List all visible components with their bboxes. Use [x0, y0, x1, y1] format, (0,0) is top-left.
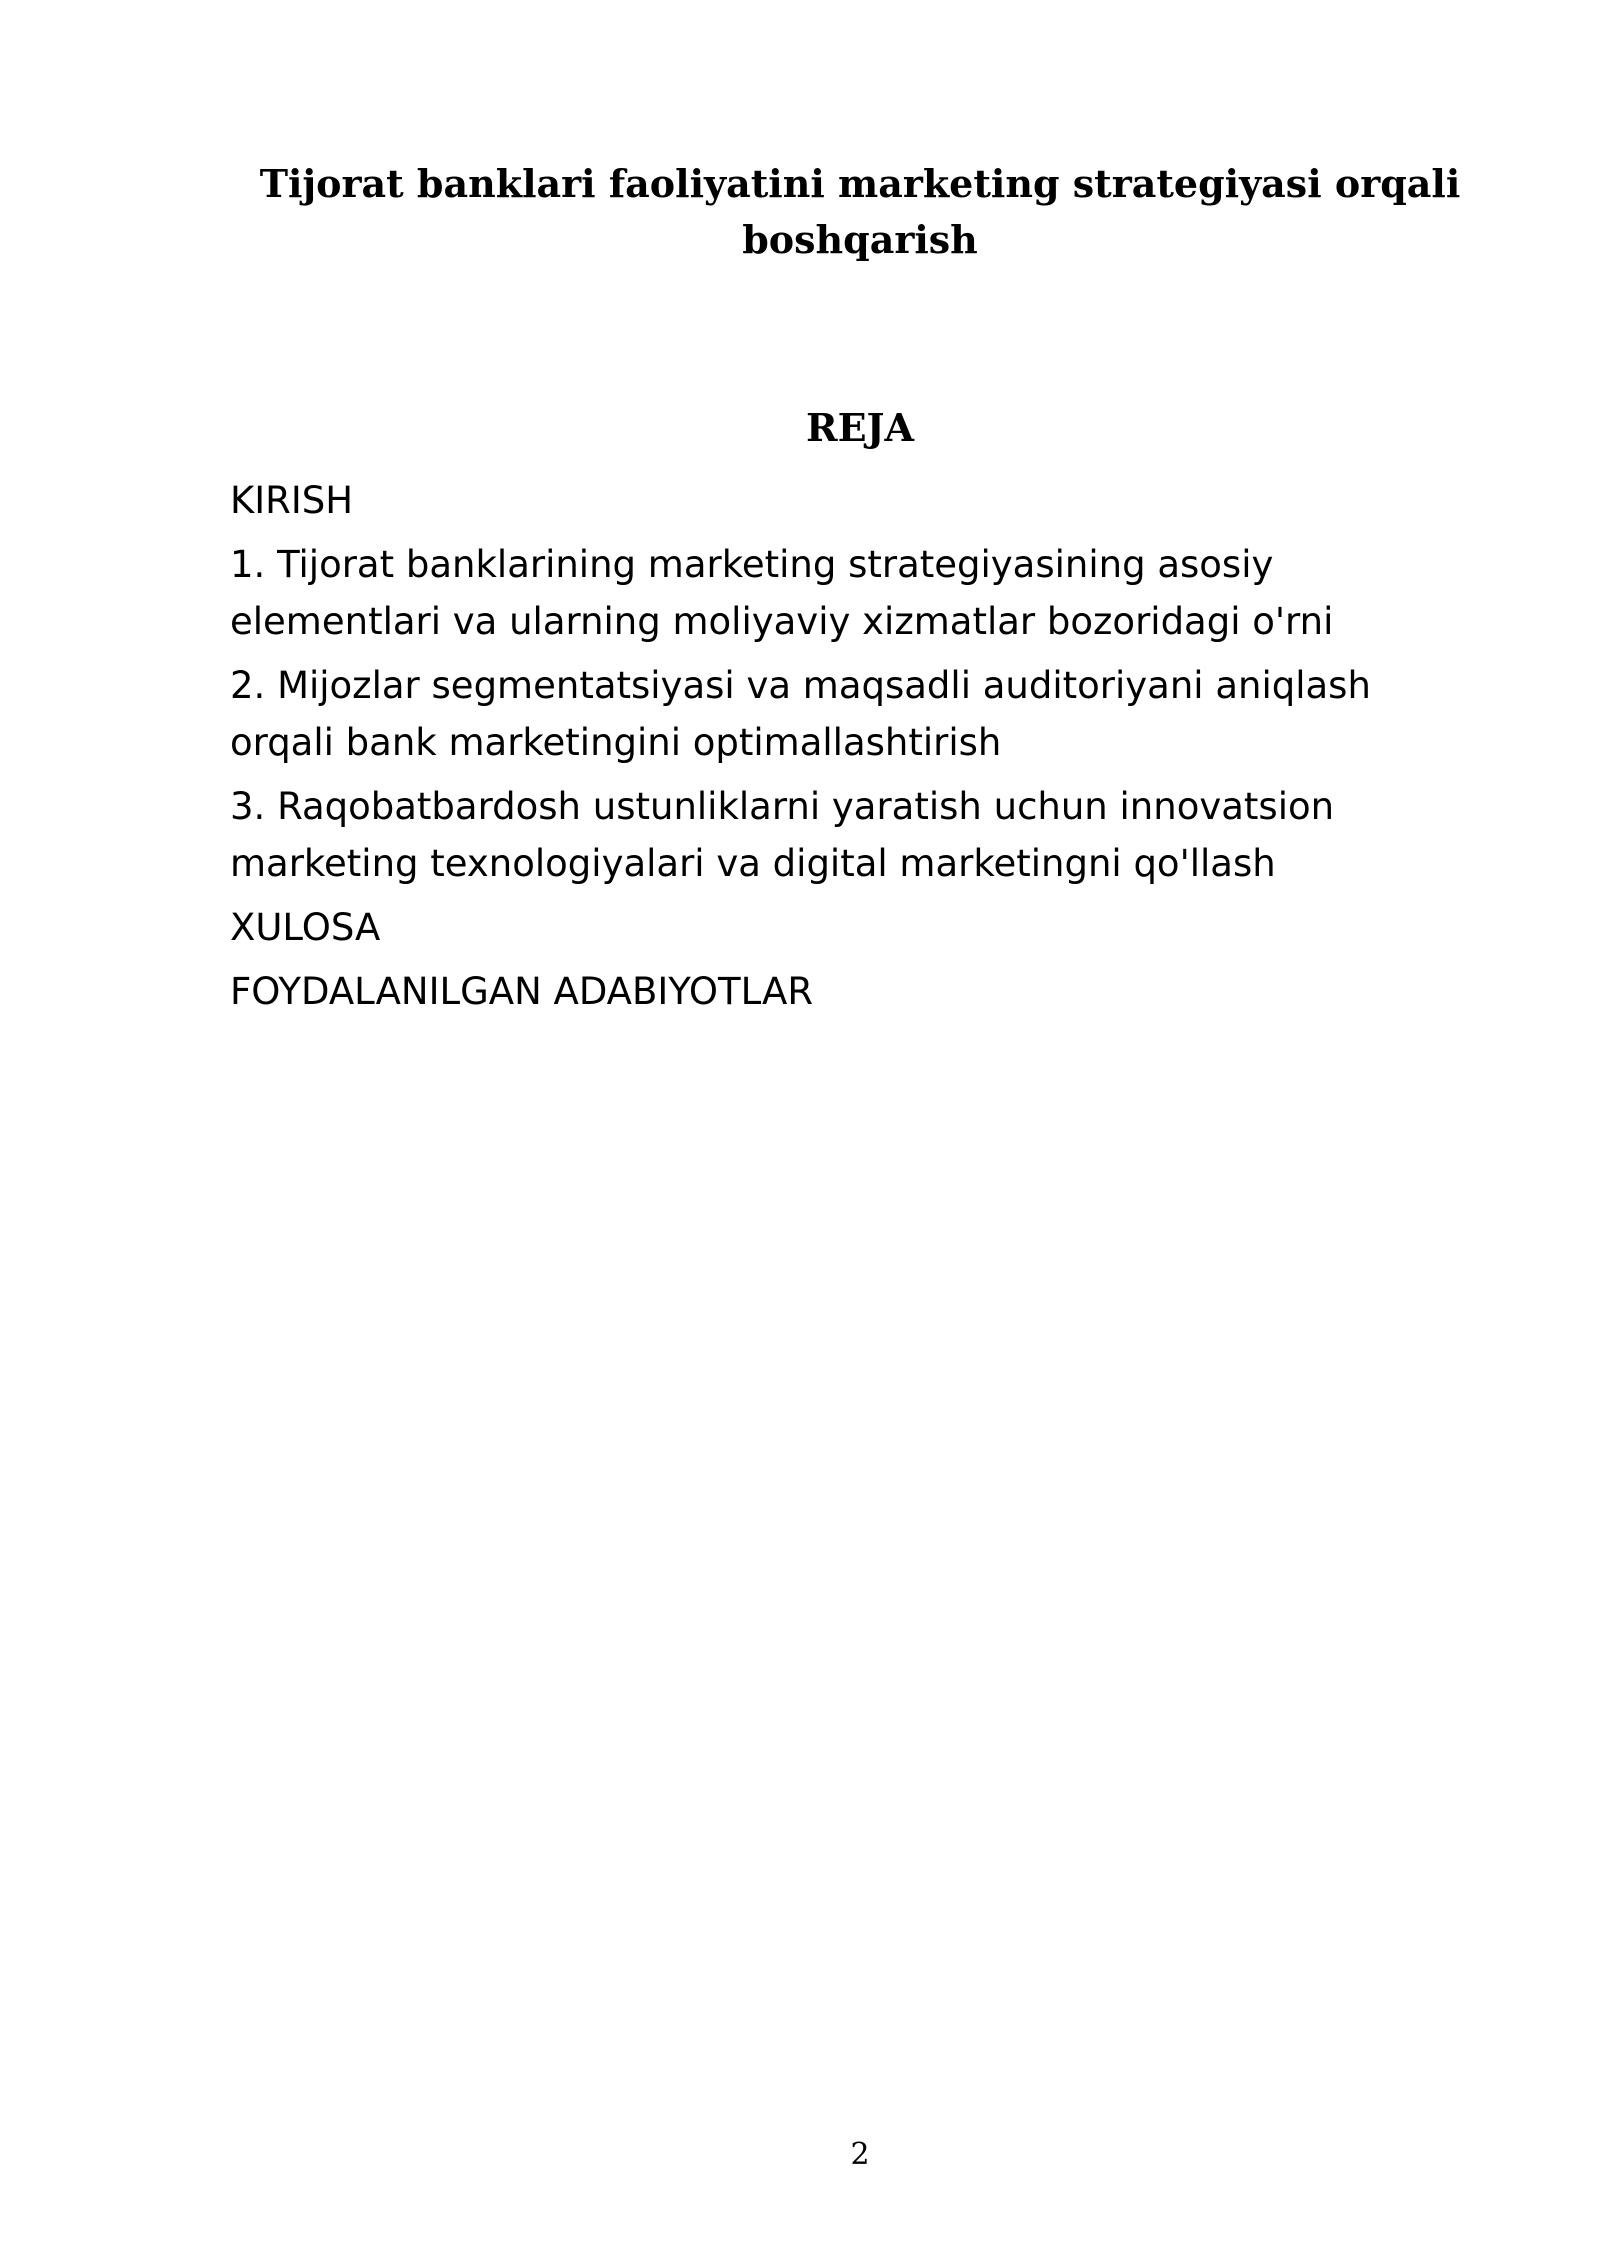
plan-item-intro: KIRISH: [230, 479, 354, 522]
plan-item-2: 2. Mijozlar segmentatsiyasi va maqsadli auditoriyani aniqlash orqali bank marketingini optimallashtirish: [230, 664, 1371, 764]
document-title: Tijorat banklari faoliyatini marketing strategiyasi orqali boshqarish: [259, 161, 1461, 262]
plan-item-3: 3. Raqobatbardosh ustunliklarni yaratish uchun innovatsion marketing texnologiyalari va digital marketingni qo'llash: [230, 785, 1335, 885]
page-number: 2: [850, 2137, 870, 2172]
plan-item-references: FOYDALANILGAN ADABIYOTLAR: [230, 970, 814, 1013]
plan-list: [230, 472, 1470, 1027]
plan-heading: REJA: [805, 405, 914, 450]
plan-item-conclusion: XULOSA: [230, 906, 381, 949]
plan-item-1: 1. Tijorat banklarining marketing strategiyasining asosiy elementlari va ularning moliyaviy xizmatlar bozoridagi o'rni: [230, 543, 1334, 643]
